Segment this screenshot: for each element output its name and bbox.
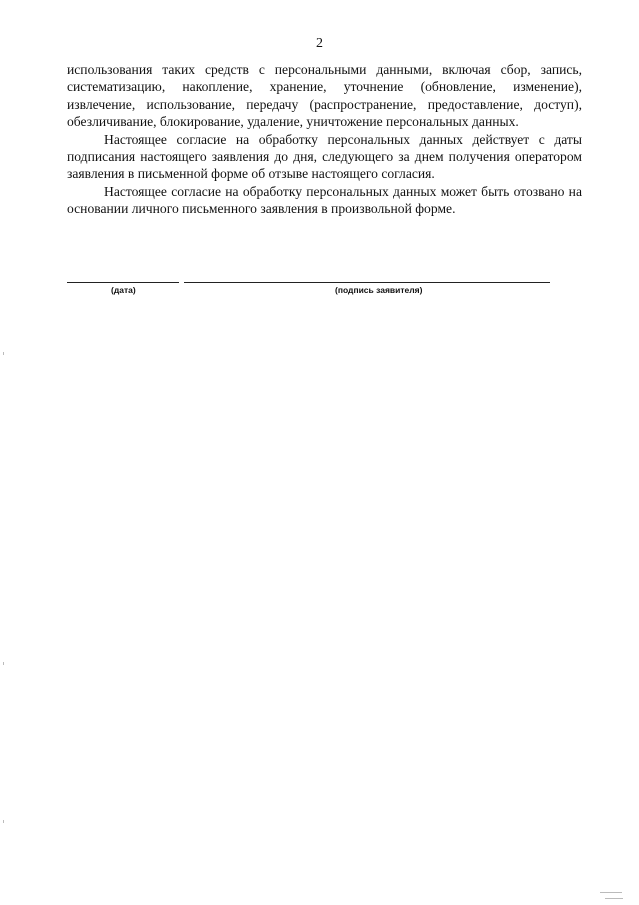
paragraph-consent-validity: Настоящее согласие на обработку персональных данных действует с даты подписания настоящего заявления до дня, следующего за днем получения оператором заявления в письменной форме об отзыве настоящего согласия. [67, 131, 582, 182]
signature-line [184, 282, 550, 283]
scan-edge-mark [3, 352, 4, 355]
paragraph-processing-actions: использования таких средств с персональными данными, включая сбор, запись, систематизацию, накопление, хранение, уточнение (обновление, изменение), извлечение, использование, передачу (распространение, предоставление, доступ), обезличивание, блокирование, удаление, уничтожение персональных данных. [67, 62, 582, 130]
date-line [67, 282, 179, 283]
scan-edge-mark [600, 892, 622, 893]
date-caption: (дата) [111, 285, 136, 295]
scan-edge-mark [3, 820, 4, 823]
paragraph-consent-revocation: Настоящее согласие на обработку персональных данных может быть отозвано на основании личного письменного заявления в произвольной форме. [67, 183, 582, 217]
scan-edge-mark [605, 898, 623, 899]
page-number: 2 [316, 36, 323, 51]
scan-edge-mark [3, 662, 4, 665]
document-body [67, 61, 582, 218]
signature-caption: (подпись заявителя) [335, 285, 423, 295]
